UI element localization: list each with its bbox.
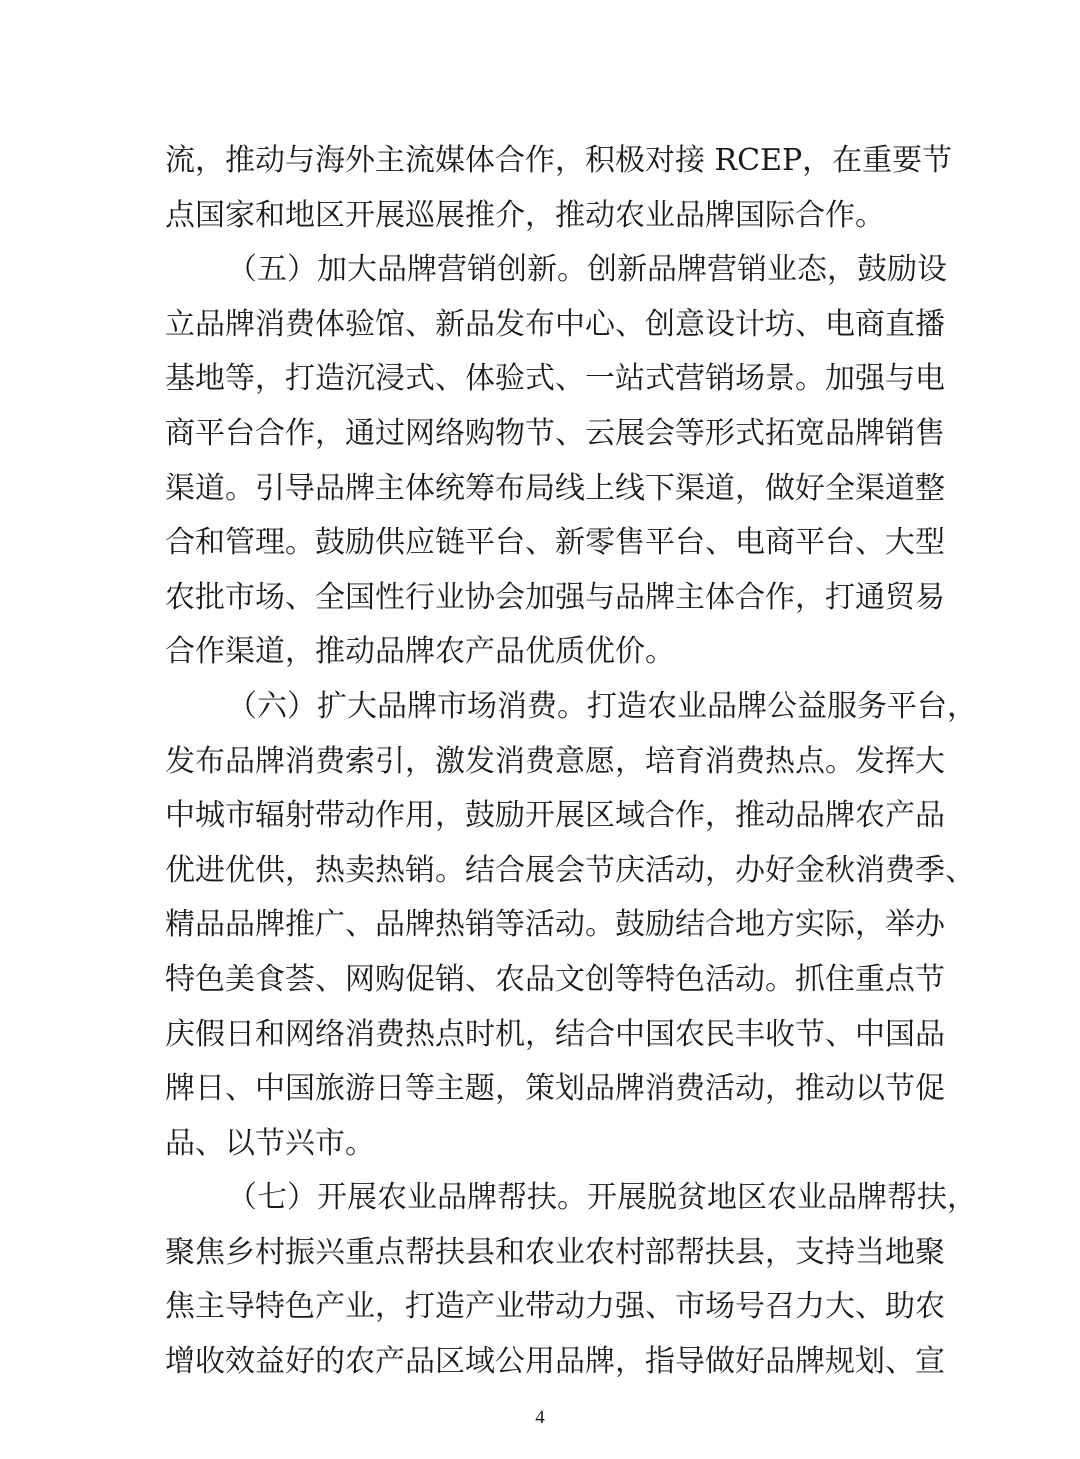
paragraph-heading-line: （五）加大品牌营销创新。创新品牌营销业态，鼓励设 [227,252,947,288]
text-line: 庆假日和网络消费热点时机，结合中国农民丰收节、中国品 [165,1016,945,1052]
text-line: 立品牌消费体验馆、新品发布中心、创意设计坊、电商直播 [165,306,945,342]
text-line: 流，推动与海外主流媒体合作，积极对接 RCEP，在重要节 [165,143,953,178]
text-line: 渠道。引导品牌主体统筹布局线上线下渠道，做好全渠道整 [165,470,945,506]
text-line: 发布品牌消费索引，激发消费意愿，培育消费热点。发挥大 [165,743,945,779]
text-line: 焦主导特色产业，打造产业带动力强、市场号召力大、助农 [165,1289,945,1325]
text-line: 优进优供，热卖热销。结合展会节庆活动，办好金秋消费季、 [165,852,975,888]
text-line: 点国家和地区开展巡展推介，推动农业品牌国际合作。 [165,197,885,233]
text-line: 特色美食荟、网购促销、农品文创等特色活动。抓住重点节 [165,961,945,997]
paragraph-heading-line: （七）开展农业品牌帮扶。开展脱贫地区农业品牌帮扶， [227,1180,977,1216]
text-line: 农批市场、全国性行业协会加强与品牌主体合作，打通贸易 [165,579,945,615]
text-line: 品、以节兴市。 [165,1125,375,1161]
text-line: 基地等，打造沉浸式、体验式、一站式营销场景。加强与电 [165,361,945,397]
body-text [165,134,977,1390]
text-line: 精品品牌推广、品牌热销等活动。鼓励结合地方实际，举办 [165,907,945,943]
text-line: 中城市辐射带动作用，鼓励开展区域合作，推动品牌农产品 [165,798,945,834]
page-number: 4 [535,1407,545,1428]
text-line: 增收效益好的农产品区域公用品牌，指导做好品牌规划、宣 [165,1344,945,1380]
text-line: 牌日、中国旅游日等主题，策划品牌消费活动，推动以节促 [165,1071,945,1107]
text-line: 合和管理。鼓励供应链平台、新零售平台、电商平台、大型 [165,525,945,561]
paragraph-heading-line: （六）扩大品牌市场消费。打造农业品牌公益服务平台， [227,688,977,724]
text-line: 合作渠道，推动品牌农产品优质优价。 [165,634,675,670]
text-line: 商平台合作，通过网络购物节、云展会等形式拓宽品牌销售 [165,415,945,451]
text-line: 聚焦乡村振兴重点帮扶县和农业农村部帮扶县，支持当地聚 [165,1234,945,1270]
